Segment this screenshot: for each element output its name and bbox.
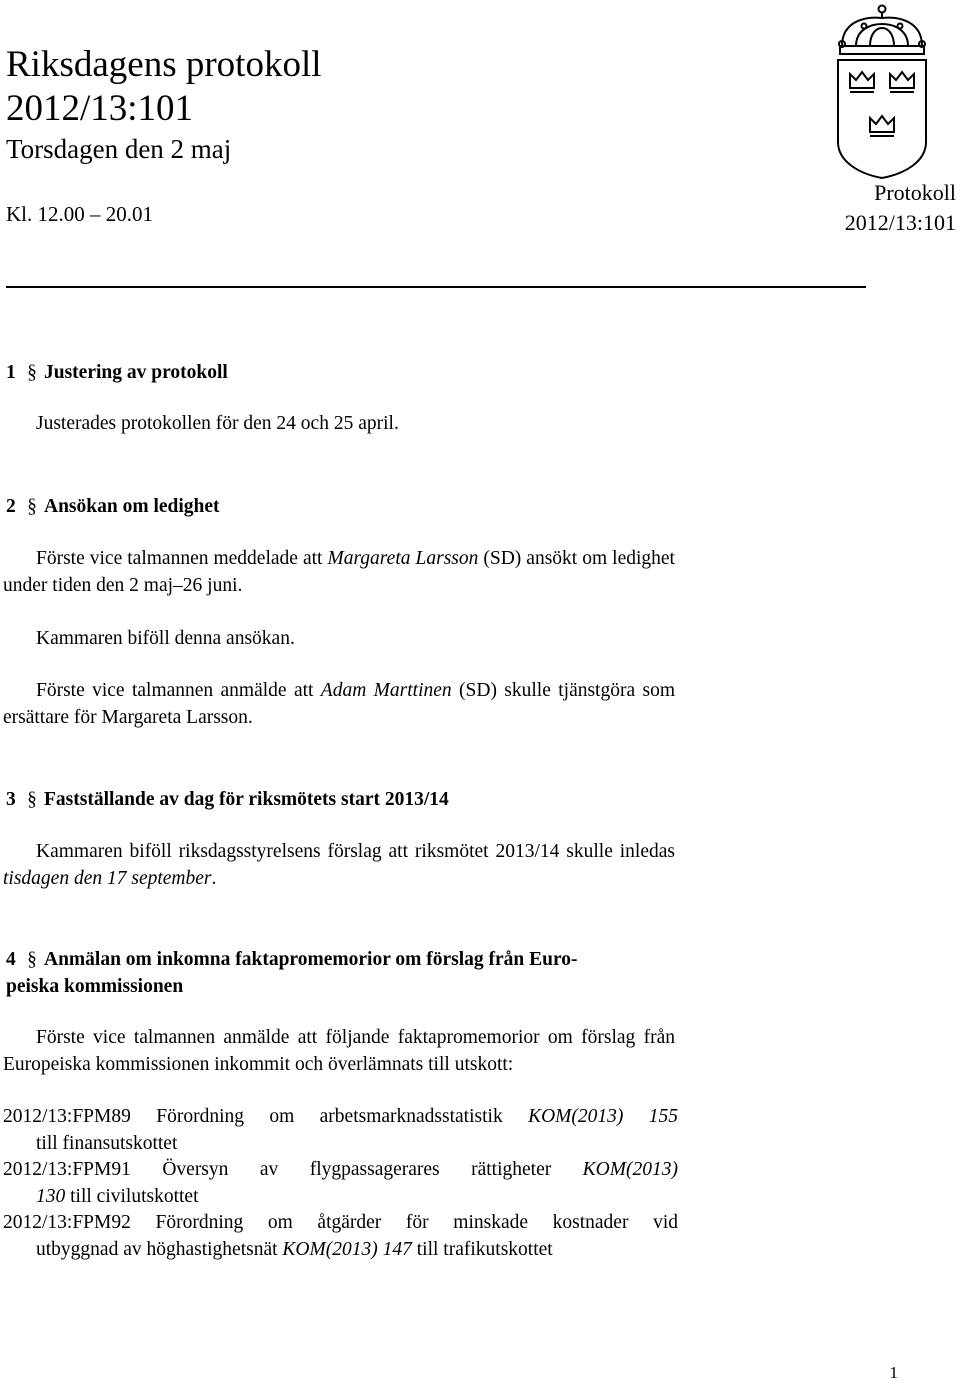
paragraph: Kammaren biföll riksdagsstyrelsens förslag att riksmötet 2013/14 skulle inledas tisdagen den 17 september. [3, 841, 675, 889]
paragraph: Justerades protokollen för den 24 och 25 april. [36, 413, 399, 434]
kom-reference: KOM(2013) 155 [528, 1106, 679, 1127]
paragraph: Kammaren biföll denna ansökan. [36, 628, 295, 649]
header-rule [6, 286, 866, 288]
section-1-heading [6, 359, 228, 386]
section-title: Justering av protokoll [44, 362, 228, 383]
section-number: 4 [6, 949, 16, 970]
meeting-date: Torsdagen den 2 maj [6, 134, 232, 164]
section-title: Anmälan om inkomna faktapromemorior om förslag från Euro- [44, 949, 578, 970]
paragraph: Förste vice talmannen anmälde att följande faktapromemorior om förslag från Europeiska kommissionen inkommit och överlämnats till utskott: [3, 1027, 675, 1075]
paragraph: Förste vice talmannen meddelade att Margareta Larsson (SD) ansökt om ledighet under tiden den 2 maj–26 juni. [3, 548, 675, 596]
kom-reference: KOM(2013) [582, 1159, 678, 1180]
section-title: Fastställande av dag för riksmötets start 2013/14 [44, 789, 449, 810]
fpm-item: 2012/13:FPM89 Förordning om arbetsmarknadsstatistik KOM(2013) 155 till finansutskottet [3, 1106, 679, 1154]
paragraph: Förste vice talmannen anmälde att Adam Marttinen (SD) skulle tjänstgöra som ersättare för Margareta Larsson. [3, 680, 675, 728]
fpm-item: 2012/13:FPM92 Förordning om åtgärder för minskade kostnader vid utbyggnad av höghastighetsnät KOM(2013) 147 till trafikutskottet [3, 1212, 678, 1260]
meeting-time: Kl. 12.00 – 20.01 [6, 202, 153, 226]
section-symbol: § [27, 949, 37, 970]
side-protocol-number: 2012/13:101 [844, 210, 956, 235]
page-number: 1 [889, 1363, 898, 1382]
fpm-id: 2012/13:FPM89 [3, 1106, 131, 1127]
fpm-id: 2012/13:FPM91 [3, 1159, 131, 1180]
fpm-item: 2012/13:FPM91 Översyn av flygpassagerares rättigheter KOM(2013) 130 till civilutskottet [3, 1159, 678, 1207]
section-number: 1 [6, 362, 16, 383]
section-4-heading [6, 946, 578, 973]
section-2-heading [6, 493, 220, 520]
section-number: 3 [6, 789, 16, 810]
date-italic: tisdagen den 17 september [3, 867, 212, 889]
fpm-id: 2012/13:FPM92 [3, 1212, 131, 1233]
section-3-heading [6, 786, 449, 813]
person-name: Margareta Larsson [327, 548, 479, 569]
section-4-heading-cont: peiska kommissionen [6, 976, 184, 997]
section-symbol: § [27, 362, 37, 383]
section-number: 2 [6, 496, 16, 517]
person-name: Adam Marttinen [320, 680, 452, 701]
committee: till trafikutskottet [411, 1238, 553, 1260]
side-label: Protokoll [874, 180, 956, 205]
section-symbol: § [27, 496, 37, 517]
section-title: Ansökan om ledighet [44, 496, 220, 517]
kom-reference-cont: 130 [36, 1185, 66, 1207]
kom-reference: KOM(2013) 147 [282, 1238, 412, 1260]
section-symbol: § [27, 789, 37, 810]
committee: till civilutskottet [65, 1185, 199, 1207]
protocol-number: 2012/13:101 [6, 88, 194, 129]
document-title: Riksdagens protokoll [6, 44, 322, 85]
committee: till finansutskottet [36, 1132, 178, 1154]
three-crowns-emblem-icon [834, 2, 930, 182]
